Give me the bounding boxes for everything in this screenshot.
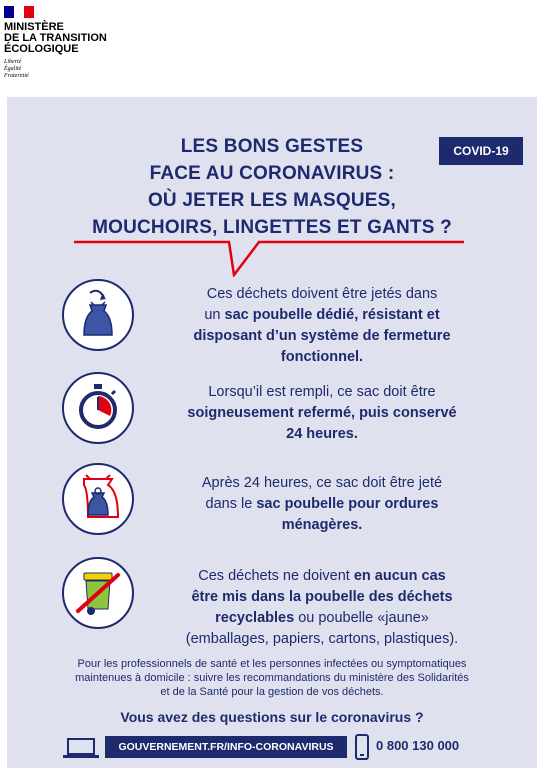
step-1-line-2 bbox=[147, 305, 497, 326]
step-4-line-4: (emballages, papiers, cartons, plastiques). bbox=[185, 631, 459, 647]
step-2-highlight-a: soigneusement refermé, puis conservé bbox=[187, 405, 457, 421]
info-coronavirus-link[interactable]: GOUVERNEMENT.FR/INFO-CORONAVIRUS bbox=[105, 736, 347, 758]
step-2-line-3 bbox=[147, 424, 497, 445]
ministry-line-3: ÉCOLOGIQUE bbox=[4, 43, 79, 55]
step-3-highlight-a: sac poubelle pour ordures bbox=[256, 496, 439, 512]
motto bbox=[4, 59, 29, 80]
poster-panel bbox=[7, 97, 537, 768]
header bbox=[0, 0, 544, 95]
motto-line-1: Liberté bbox=[4, 59, 22, 65]
step-2-line-2 bbox=[147, 403, 497, 424]
step-2-text bbox=[147, 382, 497, 445]
stopwatch-icon bbox=[62, 372, 134, 444]
step-1-line-3 bbox=[147, 326, 497, 347]
step-4-prefix: Ces déchets ne doivent bbox=[198, 568, 354, 584]
step-1-text bbox=[147, 284, 497, 368]
step-3-line-1: Après 24 heures, ce sac doit être jeté bbox=[201, 475, 443, 491]
bag-icon bbox=[62, 279, 134, 351]
poster-title bbox=[37, 133, 507, 241]
title-line-2: FACE AU CORONAVIRUS : bbox=[149, 163, 395, 184]
no-recycling-bin-icon bbox=[62, 557, 134, 629]
step-1-highlight-a: sac poubelle dédié, résistant et bbox=[224, 307, 440, 323]
ministry-line-2: DE LA TRANSITION bbox=[4, 32, 107, 44]
step-1-highlight-b: disposant d’un système de fermeture bbox=[193, 328, 451, 344]
bag-in-bag-icon bbox=[62, 463, 134, 535]
step-4-suffix: ou poubelle «jaune» bbox=[294, 610, 429, 626]
note-line-1: Pour les professionnels de santé et les personnes infectées ou symptomatiques bbox=[77, 658, 467, 670]
motto-line-3: Fraternité bbox=[4, 73, 29, 79]
covid-badge: COVID-19 bbox=[439, 137, 523, 165]
step-1-line-1: Ces déchets doivent être jetés dans bbox=[206, 286, 438, 302]
speech-bubble-line bbox=[74, 237, 464, 277]
step-1-prefix: un bbox=[204, 307, 225, 323]
step-4-line-3 bbox=[147, 608, 497, 629]
step-4-highlight-a: en aucun cas bbox=[353, 568, 446, 584]
step-3-highlight-b: ménagères. bbox=[281, 517, 363, 533]
step-3-prefix: dans le bbox=[205, 496, 257, 512]
step-2-highlight-b: 24 heures. bbox=[286, 426, 358, 442]
health-professionals-note bbox=[27, 657, 517, 699]
title-line-3: OÙ JETER LES MASQUES, bbox=[147, 190, 397, 211]
step-4-line-2 bbox=[147, 587, 497, 608]
step-1-line-4 bbox=[147, 347, 497, 368]
step-4-highlight-c: recyclables bbox=[215, 610, 295, 626]
step-4-text bbox=[147, 566, 497, 650]
questions-heading: Vous avez des questions sur le coronavirus ? bbox=[120, 709, 424, 725]
step-3-text bbox=[147, 473, 497, 536]
step-1-highlight-c: fonctionnel. bbox=[280, 349, 364, 365]
step-3-line-3 bbox=[147, 515, 497, 536]
contact-footer bbox=[62, 729, 482, 763]
phone-number[interactable]: 0 800 130 000 bbox=[376, 738, 460, 753]
ministry-line-1: MINISTÈRE bbox=[4, 21, 64, 33]
title-line-4: MOUCHOIRS, LINGETTES ET GANTS ? bbox=[92, 217, 452, 238]
step-4-highlight-b: être mis dans la poubelle des déchets bbox=[191, 589, 453, 605]
step-2-line-1: Lorsqu’il est rempli, ce sac doit être bbox=[208, 384, 436, 400]
laptop-icon bbox=[62, 737, 100, 759]
phone-icon bbox=[355, 734, 369, 760]
french-flag-icon bbox=[4, 6, 34, 18]
note-line-3: et de la Santé pour la gestion de vos déchets. bbox=[160, 686, 384, 698]
ministry-name bbox=[4, 22, 107, 55]
title-line-1: LES BONS GESTES bbox=[180, 136, 364, 157]
step-3-line-2 bbox=[147, 494, 497, 515]
motto-line-2: Égalité bbox=[4, 66, 22, 72]
note-line-2: maintenues à domicile : suivre les recommandations du ministère des Solidarités bbox=[75, 672, 469, 684]
step-4-line-1 bbox=[147, 566, 497, 587]
